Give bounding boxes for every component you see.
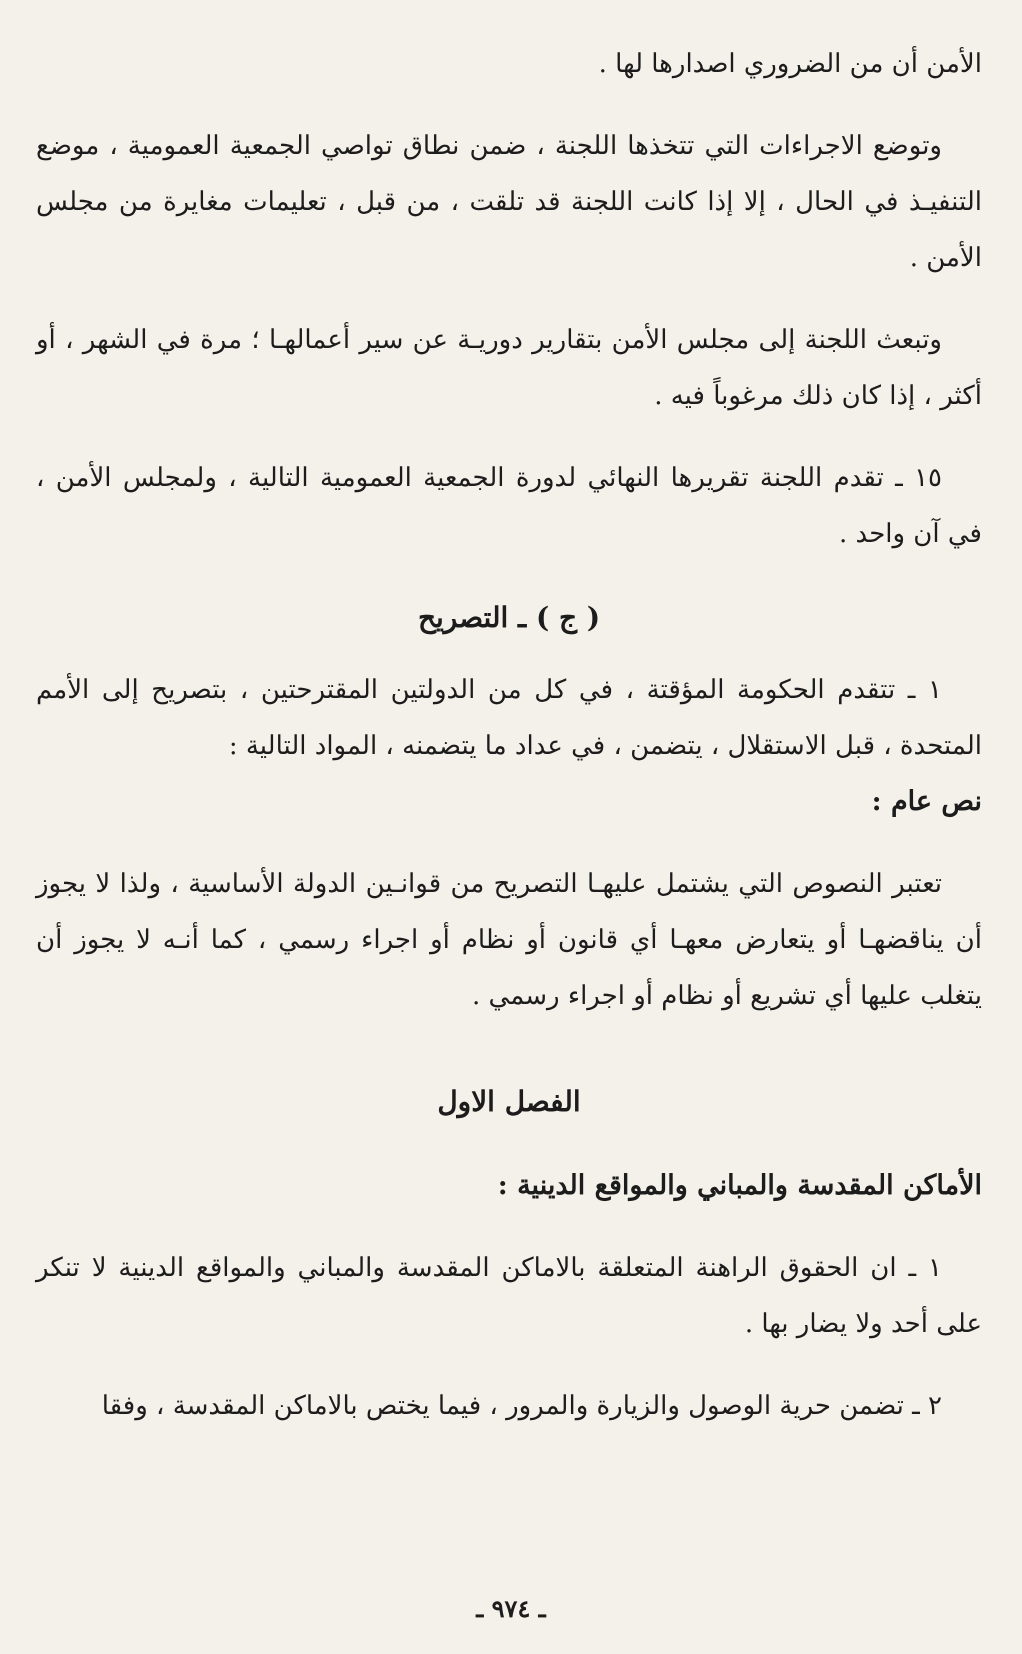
paragraph-periodic-reports: وتبعث اللجنة إلى مجلس الأمن بتقارير دوريـة عن سير أعمالهـا ؛ مرة في الشهر ، أو أكثر ، إذا كان ذلك مرغوباً فيه . <box>36 325 982 411</box>
general-text-label: نص عام : <box>871 786 982 817</box>
holy-places-item-1: ١ ـ ان الحقوق الراهنة المتعلقة بالاماكن المقدسة والمباني والمواقع الدينية لا تنكر على أحد ولا يضار بها . <box>36 1253 982 1339</box>
paragraph-fundamental-laws: تعتبر النصوص التي يشتمل عليهـا التصريح من قوانـين الدولة الأساسية ، ولذا لا يجوز أن يناقضهـا أو يتعارض معهـا أي قانون أو نظام أو اجراء رسمي ، كما أنـه لا يجوز أن يتغلب عليها أي تشريع أو نظام أو اجراء رسمي . <box>36 869 982 1011</box>
section-c-heading: ( ج ) ـ التصريح <box>417 601 601 634</box>
paragraph-final-report: ١٥ ـ تقدم اللجنة تقريرها النهائي لدورة الجمعية العمومية التالية ، ولمجلس الأمن ، في آن واحد . <box>36 463 982 549</box>
holy-places-item-2: ٢ ـ تضمن حرية الوصول والزيارة والمرور ، فيما يختص بالاماكن المقدسة ، وفقا <box>101 1391 942 1421</box>
chapter-one-heading: الفصل الاول <box>437 1085 581 1118</box>
paragraph-security-council-issuance: الأمن أن من الضروري اصدارها لها . <box>598 49 982 79</box>
paragraph-declaration: ١ ـ تتقدم الحكومة المؤقتة ، في كل من الدولتين المقترحتين ، بتصريح إلى الأمم المتحدة ، قبل الاستقلال ، يتضمن ، في عداد ما يتضمنه ، المواد التالية : <box>36 675 982 761</box>
holy-places-subheading: الأماكن المقدسة والمباني والمواقع الدينية : <box>497 1170 982 1201</box>
paragraph-committee-measures: وتوضع الاجراءات التي تتخذها اللجنة ، ضمن نطاق تواصي الجمعية العمومية ، موضع التنفيـذ في الحال ، إلا إذا كانت اللجنة قد تلقت ، من قبل ، تعليمات مغايرة من مجلس الأمن . <box>36 131 982 273</box>
page-number: ـ ٩٧٤ ـ <box>476 1594 546 1623</box>
